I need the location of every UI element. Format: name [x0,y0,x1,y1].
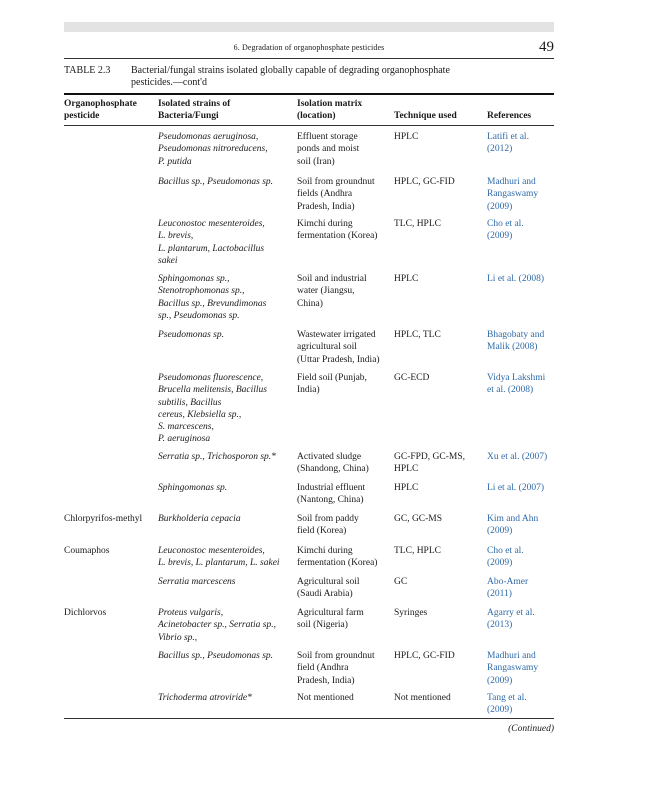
cell-reference [487,273,559,285]
cell-line: HPLC, TLC [394,330,441,340]
cell-line: subtilis, Bacillus [158,397,222,408]
cell-strains [158,576,294,588]
top-gray-bar [64,22,554,32]
cell-technique [394,545,480,557]
cell-line: GC-FPD, GC-MS, [394,452,466,462]
cell-line: P. aeruginosa [158,434,211,445]
cell-matrix [297,372,393,397]
cell-matrix [297,176,393,213]
header-line: Organophosphate [64,99,137,109]
cell-line: cereus, Klebsiella sp., [158,409,242,420]
cell-line: (2012) [487,144,513,155]
cell-line: (2009) [487,526,513,537]
cell-strains [158,176,294,188]
cell-line: Sphingomonas sp. [158,483,228,493]
cell-line: Soil from groundnut [297,651,375,661]
cell-technique [394,131,480,143]
cell-line: (2009) [487,558,513,569]
cell-line: (2013) [487,620,513,631]
header-line: Technique used [394,111,457,121]
cell-line: Pseudomonas aeruginosa, [158,132,259,142]
cell-line: water (Jiangsu, [297,286,355,297]
cell-line: Bacillus sp., Pseudomonas sp. [158,177,274,187]
cell-reference [487,482,559,494]
cell-pesticide [64,607,156,619]
cell-matrix [297,329,393,366]
cell-line: Not mentioned [297,693,354,703]
cell-line: fields (Andhra [297,189,353,200]
cell-line: Madhuri and [487,651,536,661]
cell-line: S. marcescens, [158,422,214,433]
cell-strains [158,607,294,644]
cell-line: Burkholderia cepacia [158,514,241,524]
cell-line: sakei [158,255,178,266]
cell-line: Vibrio sp., [158,632,198,643]
cell-line: L. plantarum, Lactobacillus [158,243,265,254]
cell-reference [487,176,559,213]
header-references [487,110,559,122]
cell-reference [487,607,559,632]
cell-line: Agricultural soil [297,577,360,587]
cell-line: Pseudomonas sp. [158,330,224,340]
cell-line: Leuconostoc mesenteroides, [158,219,265,229]
cell-line: Proteus vulgaris, [158,608,224,618]
cell-line: soil (Nigeria) [297,620,348,631]
cell-line: Abo-Amer [487,577,529,587]
cell-reference [487,131,559,156]
cell-reference [487,650,559,687]
cell-technique [394,218,480,230]
cell-line: sp., Pseudomonas sp. [158,310,240,321]
cell-line: ponds and moist [297,144,360,155]
cell-pesticide [64,513,156,525]
header-technique [394,110,480,122]
cell-line: China) [297,298,323,309]
cell-line: Chlorpyrifos-methyl [64,514,143,524]
cell-line: HPLC, GC-FID [394,177,455,187]
continued-text: (Continued) [508,724,554,734]
cell-line: Stenotrophomonas sp., [158,286,245,297]
cell-line: Dichlorvos [64,608,107,618]
cell-line: Cho et al. [487,546,524,556]
cell-line: Cho et al. [487,219,524,229]
cell-line: Coumaphos [64,546,110,556]
cell-line: Pseudomonas fluorescence, [158,373,264,383]
cell-matrix [297,451,393,476]
cell-line: Serratia marcescens [158,577,236,587]
cell-line: HPLC [394,274,419,284]
cell-line: field (Korea) [297,526,347,537]
cell-line: Industrial effluent [297,483,366,493]
header-line: pesticide [64,111,100,121]
cell-line: Syringes [394,608,428,618]
cell-line: Agarry et al. [487,608,535,618]
cell-matrix [297,692,393,704]
cell-line: L. brevis, L. plantarum, L. sakei [158,558,280,569]
cell-line: India) [297,385,320,396]
cell-line: Soil from groundnut [297,177,375,187]
cell-line: agricultural soil [297,342,357,353]
cell-line: Rangaswamy [487,663,539,674]
cell-line: fermentation (Korea) [297,231,378,242]
running-title: 6. Degradation of organophosphate pesticides [233,43,385,52]
cell-reference [487,372,559,397]
cell-strains [158,545,294,570]
continued-note [508,724,554,734]
header-line: (location) [297,111,336,121]
cell-line: (2009) [487,705,513,716]
cell-line: Kimchi during [297,546,353,556]
cell-strains [158,451,294,463]
header-strains [158,98,294,122]
cell-line: (Uttar Pradesh, India) [297,354,380,365]
cell-line: (Saudi Arabia) [297,589,353,600]
cell-line: Li et al. (2008) [487,274,544,284]
cell-technique [394,692,480,704]
cell-strains [158,482,294,494]
cell-technique [394,372,480,384]
cell-line: Pseudomonas nitroreducens, [158,144,268,155]
cell-line: Bhagobaty and [487,330,545,340]
cell-line: Malik (2008) [487,342,538,353]
header-line: Isolation matrix [297,99,363,109]
cell-line: P. putida [158,156,192,167]
cell-line: fermentation (Korea) [297,558,378,569]
table-caption-text [131,65,551,89]
cell-technique [394,576,480,588]
cell-line: et al. (2008) [487,385,534,396]
cell-line: Latifi et al. [487,132,529,142]
cell-line: Xu et al. (2007) [487,452,548,462]
cell-matrix [297,650,393,687]
cell-strains [158,131,294,168]
cell-line: Madhuri and [487,177,536,187]
cell-line: (2009) [487,231,513,242]
cell-line: Vidya Lakshmi [487,373,546,383]
cell-matrix [297,545,393,570]
cell-line: (2009) [487,201,513,212]
cell-strains [158,650,294,662]
cell-line: (2011) [487,589,512,600]
cell-line: GC, GC-MS [394,514,443,524]
cell-line: Tang et al. [487,693,527,703]
cell-line: L. brevis, [158,231,194,242]
header-line: References [487,111,532,121]
cell-line: (Nantong, China) [297,495,364,506]
cell-reference [487,513,559,538]
cell-matrix [297,131,393,168]
cell-pesticide [64,545,156,557]
running-head [64,41,554,57]
cell-line: Kimchi during [297,219,353,229]
cell-reference [487,576,559,601]
cell-line: Bacillus sp., Brevundimonas [158,298,267,309]
cell-reference [487,692,559,717]
cell-technique [394,607,480,619]
cell-line: Bacillus sp., Pseudomonas sp. [158,651,274,661]
cell-line: Activated sludge [297,452,362,462]
cell-line: HPLC, GC-FID [394,651,455,661]
cell-reference [487,329,559,354]
cell-line: Pradesh, India) [297,201,355,212]
cell-line: Effluent storage [297,132,358,142]
cell-line: Field soil (Punjab, [297,373,367,383]
header-pesticide [64,98,156,122]
cell-strains [158,692,294,704]
table-label: TABLE 2.3 [64,65,111,76]
cell-line: HPLC [394,132,419,142]
header-matrix [297,98,393,122]
cell-line: HPLC [394,464,419,475]
cell-line: soil (Iran) [297,156,335,167]
table-top-rule [64,93,554,95]
cell-reference [487,545,559,570]
table-header-rule [64,125,554,126]
cell-line: GC-ECD [394,373,430,383]
header-line: Bacteria/Fungi [158,111,219,121]
cell-line: Sphingomonas sp., [158,274,230,284]
cell-matrix [297,218,393,243]
cell-line: Serratia sp., Trichosporon sp.* [158,452,276,462]
header-divider [64,58,554,59]
caption-line-2: pesticides.—cont'd [131,77,207,88]
cell-line: Brucella melitensis, Bacillus [158,385,267,396]
cell-technique [394,482,480,494]
cell-matrix [297,273,393,310]
cell-line: (2009) [487,675,513,686]
cell-line: GC [394,577,408,587]
header-line: Isolated strains of [158,99,231,109]
cell-matrix [297,607,393,632]
cell-technique [394,513,480,525]
cell-line: Acinetobacter sp., Serratia sp., [158,620,276,631]
cell-line: Kim and Ahn [487,514,539,524]
cell-reference [487,451,559,463]
cell-matrix [297,576,393,601]
caption-line-1: Bacterial/fungal strains isolated globally capable of degrading organophosphate [131,65,450,76]
cell-line: HPLC [394,483,419,493]
cell-strains [158,273,294,322]
cell-technique [394,273,480,285]
cell-matrix [297,513,393,538]
cell-strains [158,513,294,525]
cell-line: Rangaswamy [487,189,539,200]
cell-line: Leuconostoc mesenteroides, [158,546,265,556]
cell-line: Soil from paddy [297,514,359,524]
cell-technique [394,176,480,188]
cell-reference [487,218,559,243]
cell-line: Wastewater irrigated [297,330,376,340]
cell-line: TLC, HPLC [394,546,441,556]
cell-strains [158,218,294,267]
cell-line: (Shandong, China) [297,464,369,475]
cell-matrix [297,482,393,507]
table-bottom-rule [64,718,554,719]
cell-line: Pradesh, India) [297,675,355,686]
page-number: 49 [539,39,554,55]
cell-line: Li et al. (2007) [487,483,544,493]
cell-line: field (Andhra [297,663,349,674]
cell-line: Soil and industrial [297,274,367,284]
cell-line: Agricultural farm [297,608,364,618]
cell-line: Not mentioned [394,693,451,703]
cell-strains [158,329,294,341]
cell-strains [158,372,294,446]
cell-technique [394,650,480,662]
cell-line: TLC, HPLC [394,219,441,229]
cell-line: Trichoderma atroviride* [158,693,252,703]
cell-technique [394,329,480,341]
cell-technique [394,451,480,476]
